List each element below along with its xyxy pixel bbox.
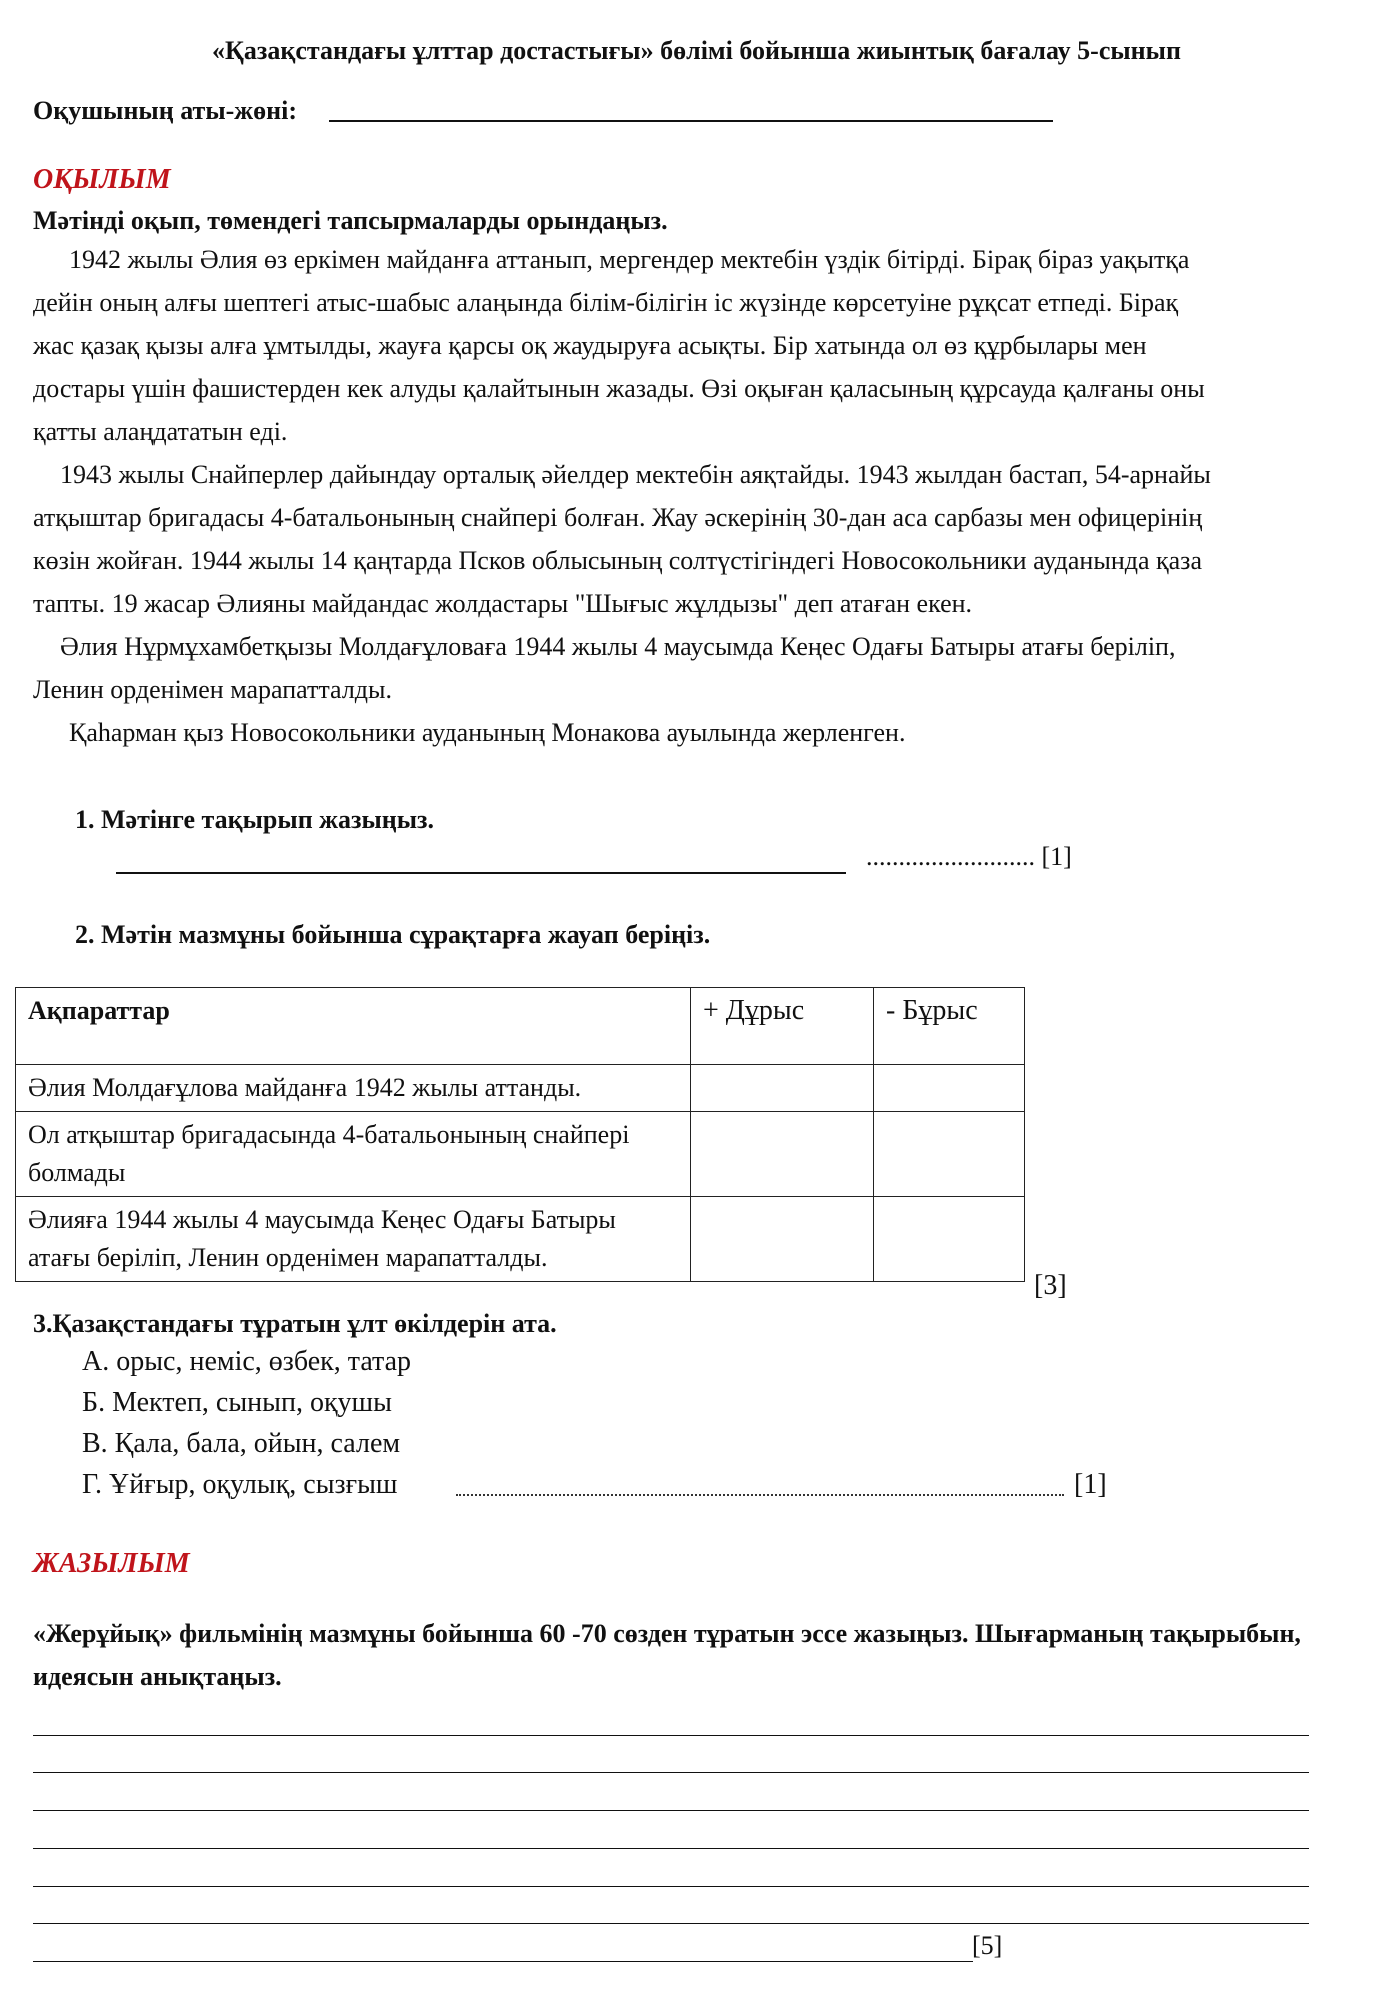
option-c[interactable]: В. Қала, бала, ойын, салем [82,1428,401,1459]
passage-line: тапты. 19 жасар Әлияны майдандас жолдастары "Шығыс жұлдызы" деп атаған екен. [33,589,973,618]
passage-line: Ленин орденімен марапатталды. [33,675,392,704]
student-name-field[interactable] [329,120,1053,122]
question-1-score: .......................... [1] [866,842,1072,871]
passage-line: атқыштар бригадасы 4-батальонының снайпері болған. Жау әскерінің 30-дан аса сарбазы мен офицерінің [33,503,1203,532]
option-a[interactable]: А. орыс, неміс, өзбек, татар [82,1346,412,1377]
passage-line: 1943 жылы Снайперлер дайындау орталық әйелдер мектебін аяқтайды. 1943 жылдан бастап, 54-арнайы [60,460,1211,489]
table-row [16,1197,1025,1282]
table-row [16,1065,1025,1112]
table-header-false: - Бұрыс [874,988,1025,1065]
passage-line: Әлия Нұрмұхамбетқызы Молдағұловаға 1944 жылы 4 маусымда Кеңес Одағы Батыры атағы беріліп, [60,632,1176,661]
essay-line[interactable] [33,1848,1309,1849]
essay-line[interactable] [33,1961,973,1962]
question-1-title: 1. Мәтінге тақырып жазыңыз. [75,805,434,834]
table-header-row [16,988,1025,1065]
table-header-info: Ақпараттар [16,988,691,1065]
writing-heading: ЖАЗЫЛЫМ [33,1548,190,1579]
essay-line[interactable] [33,1735,1309,1736]
passage-line: достары үшін фашистерден кек алуды қалайтынын жазады. Өзі оқыған қаласының құрсауда қалғаны оны [33,374,1205,403]
true-false-table [15,987,1025,1282]
question-3-answer-field[interactable] [456,1494,1064,1496]
reading-passage [33,238,1333,754]
passage-line: дейін оның алғы шептегі атыс-шабыс алаңында білім-білігін іс жүзінде көрсетуіне рұқсат етпеді. Бірақ [33,288,1179,317]
reading-heading: ОҚЫЛЫМ [33,164,171,195]
option-b[interactable]: Б. Мектеп, сынып, оқушы [82,1387,392,1418]
question-1-answer-field[interactable] [116,872,846,874]
table-header-true: + Дұрыс [691,988,874,1065]
option-d[interactable]: Г. Ұйғыр, оқулық, сызғыш [82,1469,398,1500]
passage-line: көзін жойған. 1944 жылы 14 қаңтарда Псков облысының солтүстігіндегі Новосокольники ауданында қаза [33,546,1202,575]
page-title: «Қазақстандағы ұлттар достастығы» бөлімі бойынша жиынтық бағалау 5-сынып [212,36,1181,65]
false-answer-cell[interactable] [874,1112,1025,1197]
student-name-label: Оқушының аты-жөні: [33,96,297,125]
passage-line: 1942 жылы Әлия өз еркімен майданға аттанып, мергендер мектебін үздік бітірді. Бірақ біраз уақытқа [69,245,1190,274]
passage-line: Қаһарман қыз Новосокольники ауданының Монакова ауылында жерленген. [69,718,906,747]
essay-line[interactable] [33,1772,1309,1773]
essay-line[interactable] [33,1886,1309,1887]
reading-instruction: Мәтінді оқып, төмендегі тапсырмаларды орындаңыз. [33,206,668,235]
question-3-score: [1] [1074,1469,1107,1500]
question-2-title: 2. Мәтін мазмұны бойынша сұрақтарға жауап беріңіз. [75,920,711,949]
true-answer-cell[interactable] [691,1112,874,1197]
writing-task: «Жерұйық» фильмінің мазмұны бойынша 60 -70 сөзден тұратын эссе жазыңыз. Шығарманың тақырыбын, идеясын анықтаңыз. [33,1619,1301,1691]
true-answer-cell[interactable] [691,1197,874,1282]
question-3-title: 3.Қазақстандағы тұратын ұлт өкілдерін ата. [33,1309,557,1338]
false-answer-cell[interactable] [874,1197,1025,1282]
table-row-statement: Әлияға 1944 жылы 4 маусымда Кеңес Одағы Батыры атағы беріліп, Ленин орденімен марапатталды. [16,1197,691,1282]
writing-score: [5] [972,1931,1003,1960]
passage-line: жас қазақ қызы алға ұмтылды, жауға қарсы оқ жаудыруға асықты. Бір хатында ол өз құрбылары мен [33,331,1147,360]
true-answer-cell[interactable] [691,1065,874,1112]
question-2-score: [3] [1034,1270,1067,1301]
passage-line: қатты алаңдататын еді. [33,417,288,446]
false-answer-cell[interactable] [874,1065,1025,1112]
table-row [16,1112,1025,1197]
table-row-statement: Әлия Молдағұлова майданға 1942 жылы аттанды. [16,1065,691,1112]
essay-line[interactable] [33,1923,1309,1924]
table-row-statement: Ол атқыштар бригадасында 4-батальонының снайпері болмады [16,1112,691,1197]
essay-line[interactable] [33,1810,1309,1811]
